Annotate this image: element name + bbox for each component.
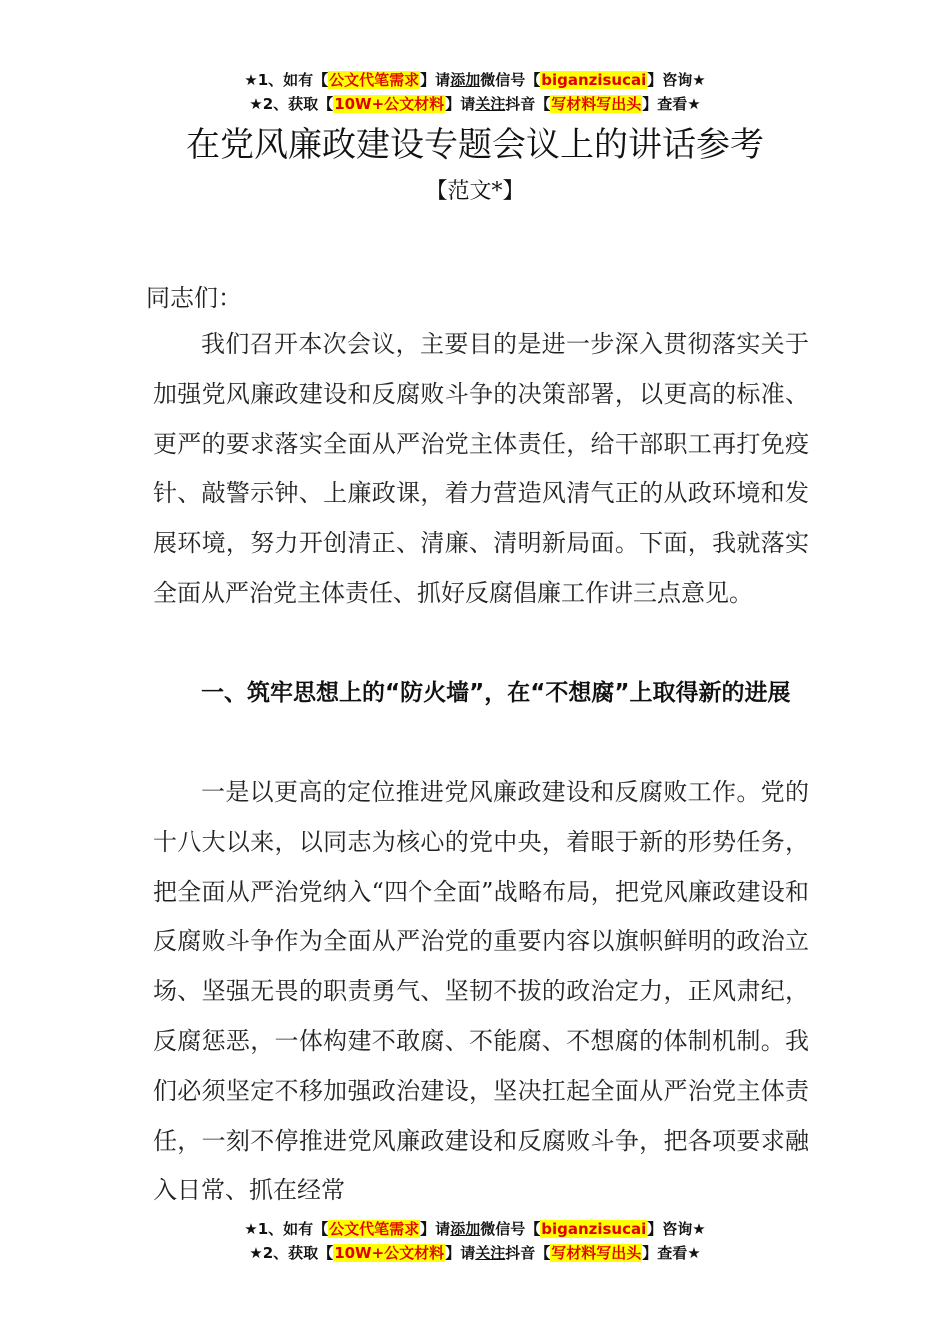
- banner-line-2: [0, 1241, 950, 1265]
- salutation: 同志们：: [146, 284, 242, 312]
- banner-text: ★1、如有【: [244, 1220, 329, 1238]
- banner-text: 】查看★: [642, 95, 701, 113]
- banner-highlight: 10W+公文材料: [334, 1244, 445, 1262]
- banner-text: 】请: [445, 95, 476, 113]
- banner-highlight: 写材料写出头: [551, 1244, 642, 1262]
- banner-highlight: 公文代笔需求: [329, 71, 420, 89]
- paragraph-intro: 我们召开本次会议，主要目的是进一步深入贯彻落实关于加强党风廉政建设和反腐败斗争的决策部署，以更高的标准、更严的要求落实全面从严治党主体责任，给干部职工再打免疫针、敲警示钟、上廉政课，着力营造风清气正的从政环境和发展环境，努力开创清正、清廉、清明新局面。下面，我就落实全面从严治党主体责任、抓好反腐倡廉工作讲三点意见。: [153, 330, 809, 607]
- banner-text: 抖音【: [505, 95, 551, 113]
- banner-underline: 关注: [475, 1244, 506, 1262]
- banner-highlight: 10W+公文材料: [334, 95, 445, 113]
- banner-highlight: biganzisucai: [541, 1220, 647, 1238]
- banner-text: ★2、获取【: [249, 95, 334, 113]
- banner-text: 】查看★: [642, 1244, 701, 1262]
- banner-text: ★1、如有【: [244, 71, 329, 89]
- banner-text: 微信号【: [480, 1220, 541, 1238]
- banner-highlight: 公文代笔需求: [329, 1220, 420, 1238]
- document-title: 在党风廉政建设专题会议上的讲话参考: [186, 125, 764, 165]
- banner-text: ★2、获取【: [249, 1244, 334, 1262]
- banner-line-1: [0, 68, 950, 92]
- banner-underline: 添加: [450, 1220, 481, 1238]
- banner-text: 】请: [420, 1220, 451, 1238]
- banner-text: 抖音【: [505, 1244, 551, 1262]
- banner-line-1: [0, 1217, 950, 1241]
- banner-highlight: biganzisucai: [541, 71, 647, 89]
- paragraph-body: 一是以更高的定位推进党风廉政建设和反腐败工作。党的十八大以来，以同志为核心的党中央，着眼于新的形势任务，把全面从严治党纳入“四个全面”战略布局，把党风廉政建设和反腐败斗争作为全面从严治党的重要内容以旗帜鲜明的政治立场、坚强无畏的职责勇气、坚韧不拔的政治定力，正风肃纪，反腐惩恶，一体构建不敢腐、不能腐、不想腐的体制机制。我们必须坚定不移加强政治建设，坚决扛起全面从严治党主体责任，一刻不停推进党风廉政建设和反腐败斗争，把各项要求融入日常、抓在经常: [153, 778, 809, 1205]
- footer-banner: [0, 1217, 950, 1265]
- banner-text: 】请: [445, 1244, 476, 1262]
- banner-text: 】请: [420, 71, 451, 89]
- banner-text: 】咨询★: [647, 1220, 706, 1238]
- section-heading: 一、筑牢思想上的“防火墙”，在“不想腐”上取得新的进展: [201, 680, 791, 706]
- banner-text: 微信号【: [480, 71, 541, 89]
- banner-underline: 添加: [450, 71, 481, 89]
- banner-text: 】咨询★: [647, 71, 706, 89]
- document-subtitle: 【范文*】: [425, 179, 525, 204]
- header-banner: [0, 68, 950, 116]
- banner-line-2: [0, 92, 950, 116]
- banner-highlight: 写材料写出头: [551, 95, 642, 113]
- banner-underline: 关注: [475, 95, 506, 113]
